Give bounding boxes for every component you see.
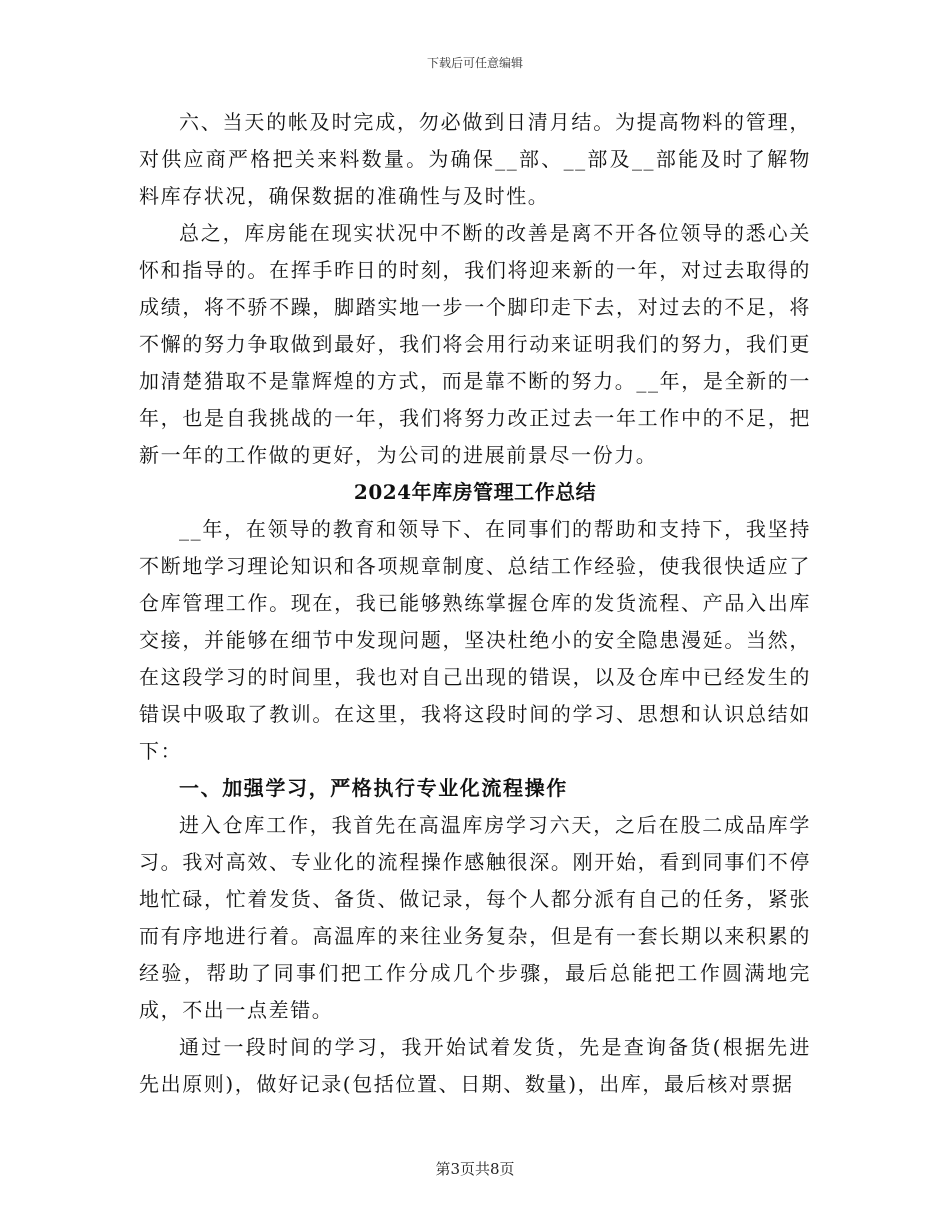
paragraph-warehouse-entry: 进入仓库工作，我首先在高温库房学习六天，之后在股二成品库学习。我对高效、专业化的流程操作感触很深。刚开始，看到同事们不停地忙碌，忙着发货、备货、做记录，每个人都分派有自己的任务，紧张而有序地进行着。高温库的来往业务复杂，但是有一套长期以来积累的经验，帮助了同事们把工作分成几个步骤，最后总能把工作圆满地完成，不出一点差错。 <box>139 813 811 1022</box>
document-body <box>139 104 811 1103</box>
paragraph-intro: __年，在领导的教育和领导下、在同事们的帮助和支持下，我坚持不断地学习理论知识和各项规章制度、总结工作经验，使我很快适应了仓库管理工作。现在，我已能够熟练掌握仓库的发货流程、产品入出库交接，并能够在细节中发现问题，坚决杜绝小的安全隐患漫延。当然，在这段学习的时间里，我也对自己出现的错误，以及仓库中已经发生的错误中吸取了教训。在这里，我将这段时间的学习、思想和认识总结如下： <box>139 517 811 763</box>
header-note: 下载后可任意编辑 <box>426 56 523 70</box>
document-title: 2024年库房管理工作总结 <box>353 480 597 504</box>
paragraph-item-six: 六、当天的帐及时完成，勿必做到日清月结。为提高物料的管理，对供应商严格把关来料数量。为确保__部、__部及__部能及时了解物料库存状况，确保数据的准确性与及时性。 <box>139 110 811 208</box>
paragraph-conclusion: 总之，库房能在现实状况中不断的改善是离不开各位领导的悉心关怀和指导的。在挥手昨日的时刻，我们将迎来新的一年，对过去取得的成绩，将不骄不躁，脚踏实地一步一个脚印走下去，对过去的不足，将不懈的努力争取做到最好，我们将会用行动来证明我们的努力，我们更加清楚猎取不是靠辉煌的方式，而是靠不断的努力。__年，是全新的一年，也是自我挑战的一年，我们将努力改正过去一年工作中的不足，把新一年的工作做的更好，为公司的进展前景尽一份力。 <box>139 221 811 467</box>
section-heading-one: 一、加强学习，严格执行专业化流程操作 <box>179 776 568 800</box>
page-number: 第3页共8页 <box>435 1160 515 1178</box>
paragraph-shipping-practice: 通过一段时间的学习，我开始试着发货，先是查询备货(根据先进先出原则)，做好记录(包括位置、日期、数量)，出库，最后核对票据 <box>139 1035 811 1096</box>
